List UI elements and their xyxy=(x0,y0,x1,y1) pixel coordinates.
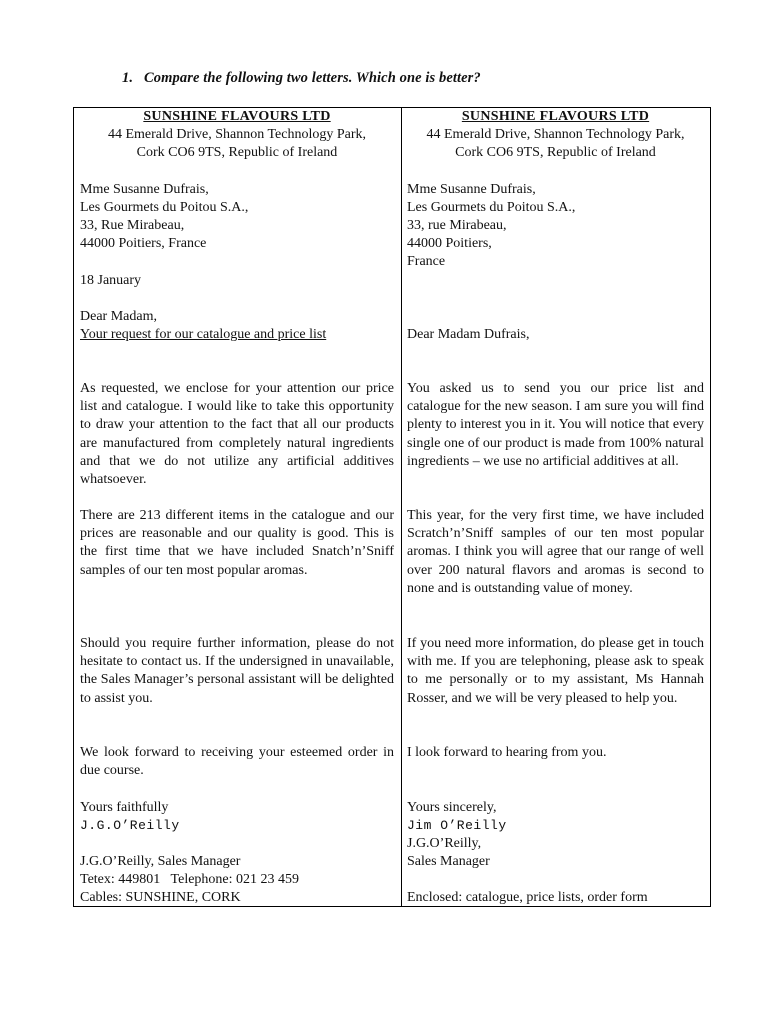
paragraph-1: You asked us to send you our price list and catalogue for the new season. I am sure you will find plenty to interest you in it. You will notice that every single one of our product is made from 100% natural ingredients – we use no artificial additives at all. xyxy=(407,381,704,469)
question-number: 1. xyxy=(122,70,134,86)
recipient-name: Mme Susanne Dufrais, xyxy=(407,182,536,197)
salutation: Dear Madam Dufrais, xyxy=(407,327,530,342)
recipient-company: Les Gourmets du Poitou S.A., xyxy=(407,200,576,215)
recipient-name: Mme Susanne Dufrais, xyxy=(80,182,209,197)
recipient-street: 33, rue Mirabeau, xyxy=(407,218,507,233)
subject-line: Your request for our catalogue and price list xyxy=(80,327,327,342)
column-divider xyxy=(401,108,402,906)
letter-date: 18 January xyxy=(80,273,142,288)
salutation: Dear Madam, xyxy=(80,309,157,324)
closing: Yours sincerely, xyxy=(407,800,497,815)
closing: Yours faithfully xyxy=(80,800,169,815)
letters-table xyxy=(73,107,711,907)
paragraph-2: This year, for the very first time, we have included Scratch’n’Sniff samples of our ten most popular aromas. I think you will agree that our range of well over 200 natural flavors and aromas is second to none and is outstanding value of money. xyxy=(407,508,704,596)
company-name: SUNSHINE FLAVOURS LTD xyxy=(143,109,331,124)
cables: Cables: SUNSHINE, CORK xyxy=(80,890,241,905)
recipient-street: 33, Rue Mirabeau, xyxy=(80,218,185,233)
paragraph-1: As requested, we enclose for your attention our price list and catalogue. I would like to take this opportunity to draw your attention to the fact that all our products are manufactured from completely natural ingredients and that we do not utilize any artificial additives whatsoever. xyxy=(80,381,394,488)
paragraph-3: Should you require further information, please do not hesitate to contact us. If the undersigned in unavailable, the Sales Manager’s personal assistant will be delighted to assist you. xyxy=(80,636,394,706)
paragraph-3: If you need more information, do please get in touch with me. If you are telephoning, please ask to speak to me personally or to my assistant, Ms Hannah Rosser, and we will be very pleased to help you. xyxy=(407,636,704,706)
signatory-name-title: J.G.O’Reilly, Sales Manager xyxy=(80,854,241,869)
company-name: SUNSHINE FLAVOURS LTD xyxy=(461,109,650,124)
telex-telephone: Tetex: 449801 Telephone: 021 23 459 xyxy=(80,872,300,887)
signatory-title: Sales Manager xyxy=(407,854,490,869)
paragraph-4: We look forward to receiving your esteemed order in due course. xyxy=(80,745,394,779)
signatory-name: J.G.O’Reilly, xyxy=(407,836,482,851)
company-address-line-1: 44 Emerald Drive, Shannon Technology Park, xyxy=(107,127,367,142)
recipient-company: Les Gourmets du Poitou S.A., xyxy=(80,200,249,215)
question-text: Compare the following two letters. Which one is better? xyxy=(144,70,481,86)
enclosure-note: Enclosed: catalogue, price lists, order form xyxy=(407,890,648,905)
signature: J.G.O’Reilly xyxy=(80,818,180,833)
recipient-city: 44000 Poitiers, xyxy=(407,236,492,251)
company-address-line-2: Cork CO6 9TS, Republic of Ireland xyxy=(455,145,656,160)
question-heading xyxy=(122,70,481,87)
recipient-city: 44000 Poitiers, France xyxy=(80,236,207,251)
company-address-line-2: Cork CO6 9TS, Republic of Ireland xyxy=(136,145,338,160)
signature: Jim O’Reilly xyxy=(407,818,507,833)
paragraph-2: There are 213 different items in the catalogue and our prices are reasonable and our quality is good. This is the first time that we have included Snatch’n’Sniff samples of our ten most popular aromas. xyxy=(80,508,394,578)
company-address-line-1: 44 Emerald Drive, Shannon Technology Park, xyxy=(426,127,685,142)
paragraph-4: I look forward to hearing from you. xyxy=(407,745,607,760)
recipient-country: France xyxy=(407,254,446,269)
